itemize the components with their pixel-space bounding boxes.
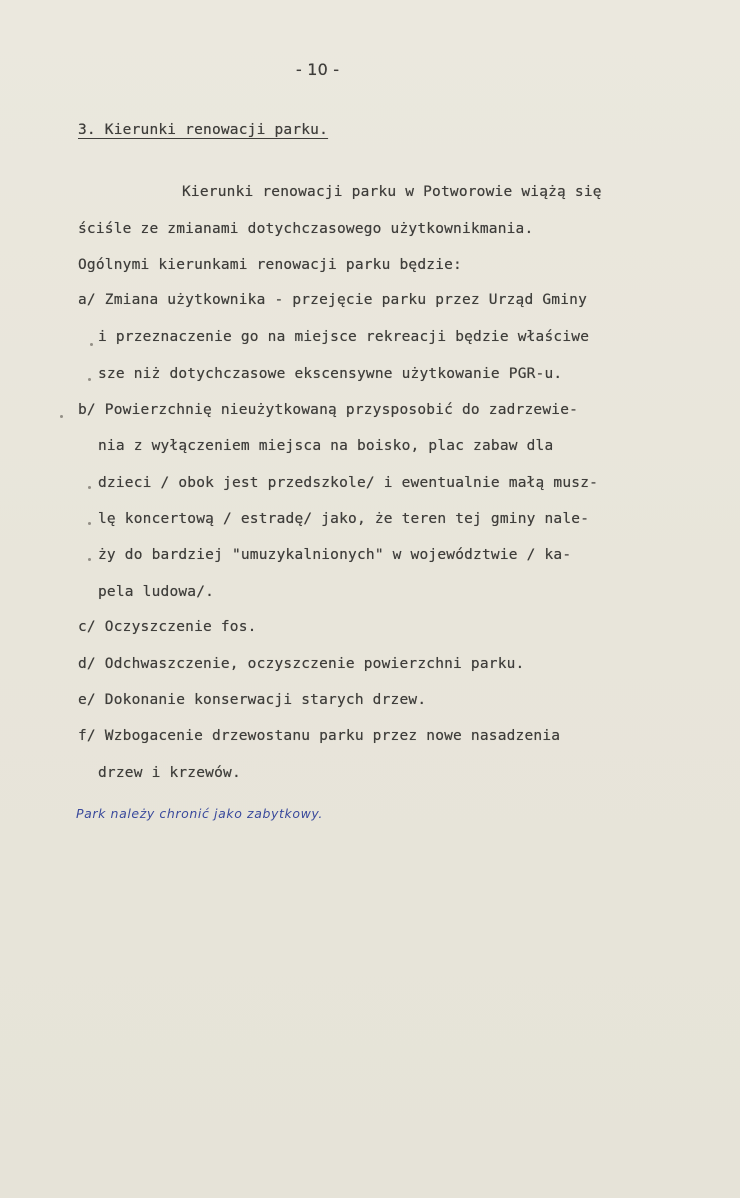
- margin-mark: [88, 522, 91, 525]
- list-item-a-line-3: sze niż dotychczasowe ekscensywne użytkowanie PGR-u.: [98, 366, 563, 382]
- paragraph-line-3: Ogólnymi kierunkami renowacji parku będzie:: [78, 257, 462, 273]
- section-heading: 3. Kierunki renowacji parku.: [78, 122, 329, 138]
- list-item-b-line-1: b/ Powierzchnię nieużytkowaną przysposobić do zadrzewie-: [78, 402, 579, 418]
- list-item-d: d/ Odchwaszczenie, oczyszczenie powierzchni parku.: [78, 656, 525, 672]
- margin-mark: [90, 343, 93, 346]
- list-item-a-line-1: a/ Zmiana użytkownika - przejęcie parku przez Urząd Gminy: [78, 292, 587, 308]
- margin-mark: [60, 415, 63, 418]
- paragraph-line-2: ściśle ze zmianami dotychczasowego użytkownikmania.: [78, 221, 534, 237]
- list-item-e: e/ Dokonanie konserwacji starych drzew.: [78, 692, 427, 708]
- handwritten-note: Park należy chronić jako zabytkowy.: [76, 806, 324, 821]
- page-number: - 10 -: [296, 60, 340, 79]
- list-item-b-line-6: pela ludowa/.: [98, 584, 215, 600]
- list-item-c: c/ Oczyszczenie fos.: [78, 619, 257, 635]
- list-item-f-line-2: drzew i krzewów.: [98, 765, 241, 781]
- list-item-b-line-5: ży do bardziej "umuzykalnionych" w województwie / ka-: [98, 547, 572, 563]
- list-item-b-line-2: nia z wyłączeniem miejsca na boisko, plac zabaw dla: [98, 438, 554, 454]
- list-item-b-line-4: lę koncertową / estradę/ jako, że teren tej gminy nale-: [98, 511, 590, 527]
- list-item-f-line-1: f/ Wzbogacenie drzewostanu parku przez nowe nasadzenia: [78, 728, 561, 744]
- margin-mark: [88, 486, 91, 489]
- list-item-a-line-2: i przeznaczenie go na miejsce rekreacji będzie właściwe: [98, 329, 590, 345]
- list-item-b-line-3: dzieci / obok jest przedszkole/ i ewentualnie małą musz-: [98, 475, 599, 491]
- margin-mark: [88, 378, 91, 381]
- paragraph-line-1: Kierunki renowacji parku w Potworowie wiążą się: [182, 184, 602, 200]
- margin-mark: [88, 558, 91, 561]
